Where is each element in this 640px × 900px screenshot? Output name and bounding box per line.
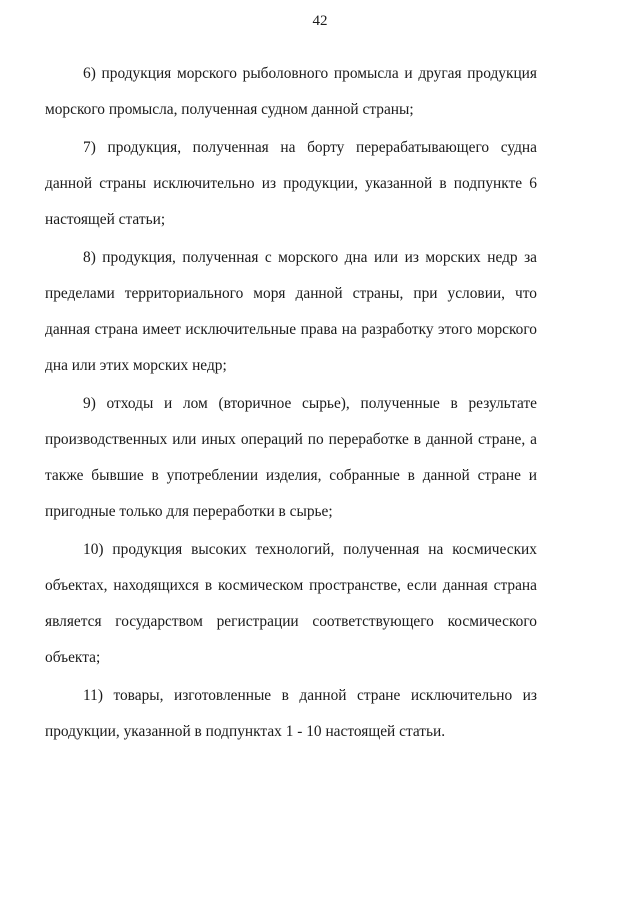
list-item-10: 10) продукция высоких технологий, полученная на космических объектах, находящихся в космическом пространстве, если данная страна является государством регистрации соответствующего космического объекта;	[45, 541, 537, 666]
list-item-6: 6) продукция морского рыболовного промысла и другая продукция морского промысла, полученная судном данной страны;	[45, 65, 537, 118]
page-number: 42	[312, 13, 328, 29]
list-item-7: 7) продукция, полученная на борту перерабатывающего судна данной страны исключительно из продукции, указанной в подпункте 6 настоящей статьи;	[45, 139, 537, 228]
list-item-8: 8) продукция, полученная с морского дна или из морских недр за пределами территориального моря данной страны, при условии, что данная страна имеет исключительные права на разработку этого морского дна или этих морских недр;	[45, 249, 537, 374]
document-body	[45, 56, 537, 752]
list-item-11: 11) товары, изготовленные в данной стране исключительно из продукции, указанной в подпунктах 1 - 10 настоящей статьи.	[45, 687, 537, 740]
list-item-9: 9) отходы и лом (вторичное сырье), полученные в результате производственных или иных операций по переработке в данной стране, а также бывшие в употреблении изделия, собранные в данной стране и пригодные только для переработки в сырье;	[45, 395, 537, 520]
